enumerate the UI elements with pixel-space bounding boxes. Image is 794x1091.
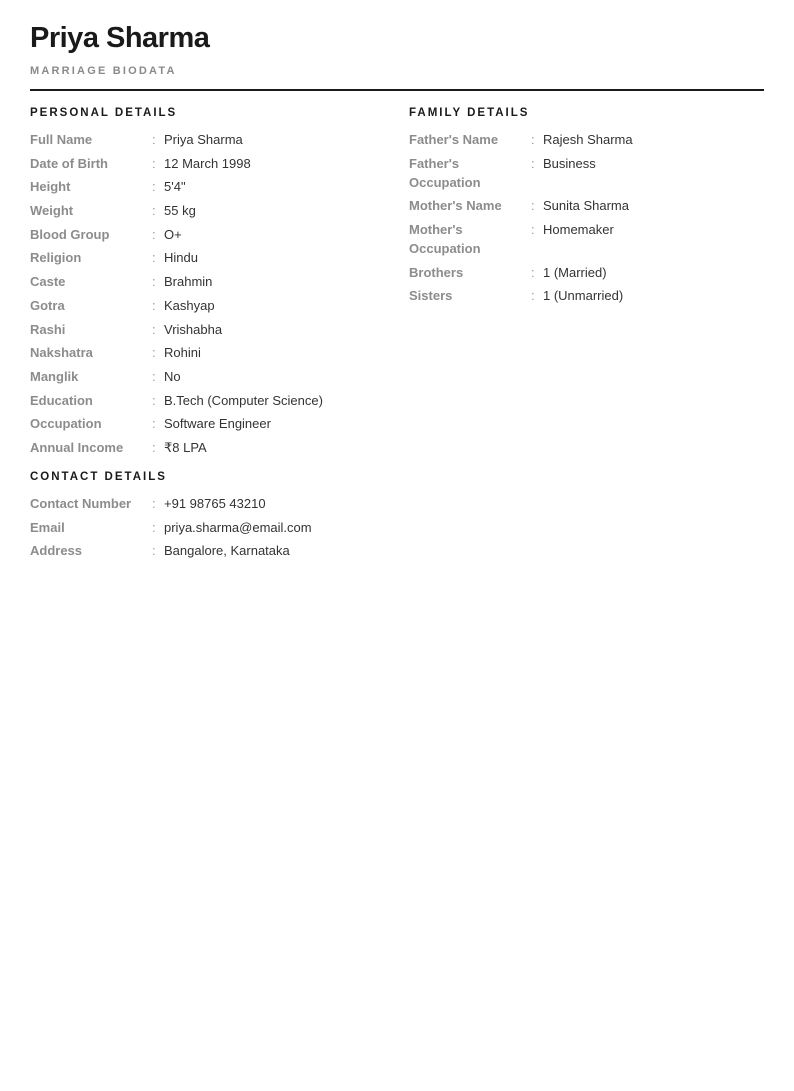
family-detail-row (409, 130, 633, 149)
detail-label: Father's Name (409, 132, 499, 147)
detail-label: Email (30, 519, 65, 535)
family-details-title: FAMILY DETAILS (409, 107, 530, 119)
personal-details-list (30, 130, 323, 462)
detail-value: Bangalore, Karnataka (164, 543, 290, 559)
personal-detail-row (30, 343, 323, 362)
document-subtitle: MARRIAGE BIODATA (30, 65, 177, 77)
detail-label: Brothers (409, 264, 464, 280)
detail-separator: : (152, 321, 156, 337)
detail-separator: : (152, 345, 156, 361)
personal-detail-row (30, 225, 323, 244)
personal-detail-row (30, 272, 323, 291)
detail-separator: : (152, 203, 156, 219)
detail-separator: : (531, 155, 535, 171)
contact-details-title: CONTACT DETAILS (30, 471, 167, 483)
personal-detail-row (30, 391, 323, 410)
detail-value: 12 March 1998 (164, 155, 251, 171)
detail-value: Sunita Sharma (543, 198, 629, 214)
detail-label: Address (30, 543, 83, 559)
detail-label: Gotra (30, 297, 65, 313)
detail-value: Hindu (164, 250, 198, 266)
personal-detail-row (30, 296, 323, 315)
detail-separator: : (152, 416, 156, 432)
personal-detail-row (30, 201, 323, 220)
person-name: Priya Sharma (30, 22, 210, 54)
detail-separator: : (152, 250, 156, 266)
detail-separator: : (531, 288, 535, 304)
detail-label: Rashi (30, 321, 66, 337)
detail-label: Education (30, 392, 93, 408)
detail-label: Full Name (30, 132, 93, 147)
detail-value: 1 (Married) (543, 264, 607, 280)
detail-value: Kashyap (164, 297, 215, 313)
detail-value: B.Tech (Computer Science) (164, 392, 323, 408)
family-detail-row (409, 154, 633, 192)
detail-separator: : (531, 198, 535, 214)
family-detail-row (409, 196, 633, 215)
detail-value: ₹8 LPA (164, 439, 207, 455)
detail-label: Sisters (409, 288, 453, 304)
detail-label: Annual Income (30, 439, 124, 455)
detail-separator: : (152, 297, 156, 313)
detail-value: 55 kg (164, 203, 196, 219)
detail-value: 1 (Unmarried) (543, 288, 624, 304)
detail-label: Blood Group (30, 226, 110, 242)
personal-detail-row (30, 177, 323, 196)
detail-separator: : (152, 132, 156, 147)
detail-separator: : (152, 274, 156, 290)
personal-detail-row (30, 414, 323, 433)
detail-label: Manglik (30, 368, 79, 384)
detail-value: Rajesh Sharma (543, 132, 633, 147)
detail-separator: : (152, 226, 156, 242)
detail-separator: : (152, 179, 156, 195)
detail-separator: : (152, 519, 156, 535)
personal-detail-row (30, 438, 323, 457)
detail-value: No (164, 368, 181, 384)
personal-detail-row (30, 367, 323, 386)
detail-value: Homemaker (543, 222, 614, 238)
detail-separator: : (152, 543, 156, 559)
personal-detail-row (30, 248, 323, 267)
detail-separator: : (152, 392, 156, 408)
contact-detail-row (30, 494, 312, 513)
detail-value: +91 98765 43210 (164, 496, 266, 511)
detail-label: Nakshatra (30, 345, 93, 361)
detail-value: Priya Sharma (164, 132, 243, 147)
family-detail-row (409, 286, 633, 305)
detail-label: Father's Occupation (409, 155, 481, 190)
family-details-list (409, 130, 633, 310)
detail-value: Rohini (164, 345, 201, 361)
detail-value: priya.sharma@email.com (164, 519, 312, 535)
detail-separator: : (531, 222, 535, 238)
personal-details-title: PERSONAL DETAILS (30, 107, 178, 119)
detail-label: Religion (30, 250, 82, 266)
detail-label: Occupation (30, 416, 102, 432)
detail-value: Vrishabha (164, 321, 223, 337)
personal-detail-row (30, 130, 323, 149)
detail-label: Mother's Occupation (409, 222, 481, 257)
detail-label: Height (30, 179, 71, 195)
personal-detail-row (30, 320, 323, 339)
detail-value: 5'4" (164, 179, 186, 195)
detail-value: Software Engineer (164, 416, 271, 432)
detail-label: Weight (30, 203, 74, 219)
detail-label: Mother's Name (409, 198, 502, 214)
detail-separator: : (152, 496, 156, 511)
family-detail-row (409, 263, 633, 282)
detail-value: O+ (164, 226, 182, 242)
detail-separator: : (531, 264, 535, 280)
detail-separator: : (531, 132, 535, 147)
detail-separator: : (152, 439, 156, 455)
contact-detail-row (30, 518, 312, 537)
header-divider (30, 89, 764, 91)
contact-detail-row (30, 541, 312, 560)
detail-label: Contact Number (30, 496, 132, 511)
personal-detail-row (30, 154, 323, 173)
detail-separator: : (152, 368, 156, 384)
contact-details-list (30, 494, 312, 565)
detail-separator: : (152, 155, 156, 171)
detail-value: Brahmin (164, 274, 213, 290)
detail-label: Caste (30, 274, 66, 290)
detail-value: Business (543, 155, 596, 171)
family-detail-row (409, 220, 633, 258)
detail-label: Date of Birth (30, 155, 108, 171)
